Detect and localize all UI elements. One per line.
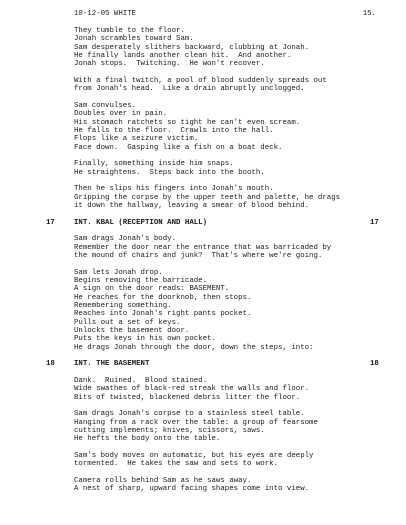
action-line: Wide swathes of black-red streak the walls and floor. <box>74 385 310 394</box>
action-paragraph <box>74 102 386 152</box>
action-line: it down the hallway, leaving a smear of blood behind. <box>74 202 310 211</box>
action-line: Gripping the corpse by the upper teeth and palette, he drags <box>74 193 341 202</box>
scene-number-left: 17 <box>46 218 55 227</box>
action-paragraph <box>74 77 386 94</box>
action-line: Reaches into Jonah's right pants pocket. <box>74 310 252 319</box>
action-line: Sam drags Jonah's corpse to a stainless steel table. <box>74 410 305 419</box>
action-line: Jonah stops. Twitching. He won't recover. <box>74 60 265 69</box>
action-line: Sam lets Jonah drop. <box>74 268 163 277</box>
action-line: Sam convulses. <box>74 102 137 110</box>
action-line: Unlocks the basement door. <box>74 327 190 336</box>
action-paragraph <box>74 477 386 494</box>
action-line: Jonah scrambles toward Sam. <box>74 35 194 44</box>
action-line: Sam drags Jonah's body. <box>74 235 177 244</box>
action-line: He drags Jonah through the door, down the steps, into: <box>74 343 314 352</box>
action-line: Sam desperately slithers backward, clubbing at Jonah. <box>74 43 310 52</box>
action-line: Flops like a seizure victim. <box>74 135 199 144</box>
action-line: Remember the door near the entrance that was barricaded by <box>74 243 332 252</box>
action-paragraph <box>74 269 386 352</box>
action-paragraph <box>74 160 386 177</box>
action-line: cutting implements; knives, scissors, saws. <box>74 427 265 436</box>
revision-label: 10-12-05 WHITE <box>74 10 137 18</box>
scene-number-right: 17 <box>370 218 379 227</box>
scene-heading-block <box>46 360 386 369</box>
action-line: He reaches for the doorknob, then stops. <box>74 293 252 302</box>
action-paragraph <box>74 452 386 469</box>
action-paragraph <box>74 410 386 443</box>
action-line: Finally, something inside him snaps. <box>74 160 234 169</box>
action-line: They tumble to the floor. <box>74 27 185 35</box>
action-line: Pulls out a set of keys. <box>74 318 181 327</box>
action-line: Dank. Ruined. Blood stained. <box>74 377 208 386</box>
scene-heading-block <box>46 218 386 227</box>
action-line: Remembering something. <box>74 302 172 311</box>
action-line: Puts the keys in his own pocket. <box>74 335 216 344</box>
action-line: Begins removing the barricade. <box>74 276 208 285</box>
action-line: Then he slips his fingers into Jonah's mouth. <box>74 185 274 194</box>
action-line: He straightens. Steps back into the booth. <box>74 168 265 177</box>
action-paragraph <box>74 27 386 69</box>
action-paragraph <box>74 185 386 210</box>
action-line: Face down. Gasping like a fish on a boat deck. <box>74 143 283 152</box>
script-body <box>46 27 386 502</box>
action-line: Bits of twisted, blackened debris litter the floor. <box>74 393 301 402</box>
action-line: A sign on the door reads: BASEMENT. <box>74 285 230 294</box>
action-line: With a final twitch, a pool of blood suddenly spreads out <box>74 77 327 86</box>
action-paragraph <box>74 377 386 402</box>
action-line: A nest of sharp, upward facing shapes come into view. <box>74 485 310 494</box>
action-line: He falls to the floor. Crawls into the hall. <box>74 127 274 136</box>
action-line: from Jonah's head. Like a drain abruptly unclogged. <box>74 85 305 94</box>
scene-heading: INT. KBAL (RECEPTION AND HALL) <box>74 218 208 227</box>
scene-heading: INT. THE BASEMENT <box>74 360 150 369</box>
action-line: His stomach ratchets so tight he can't even scream. <box>74 118 301 127</box>
page-number: 15. <box>362 10 376 18</box>
action-paragraph <box>74 235 386 260</box>
scene-number-left: 18 <box>46 360 55 369</box>
action-line: He finally lands another clean hit. And another. <box>74 52 292 61</box>
scene-number-right: 18 <box>370 360 379 369</box>
action-line: Hanging from a rack over the table: a group of fearsome <box>74 418 318 427</box>
action-line: tormented. He takes the saw and sets to work. <box>74 460 279 469</box>
action-line: Doubles over in pain. <box>74 110 168 119</box>
action-line: He hefts the body onto the table. <box>74 435 221 444</box>
action-line: Camera rolls behind Sam as he saws away. <box>74 477 252 485</box>
action-line: the mound of chairs and junk? That's where we're going. <box>74 252 323 260</box>
action-line: Sam's body moves on automatic, but his eyes are deeply <box>74 452 314 461</box>
